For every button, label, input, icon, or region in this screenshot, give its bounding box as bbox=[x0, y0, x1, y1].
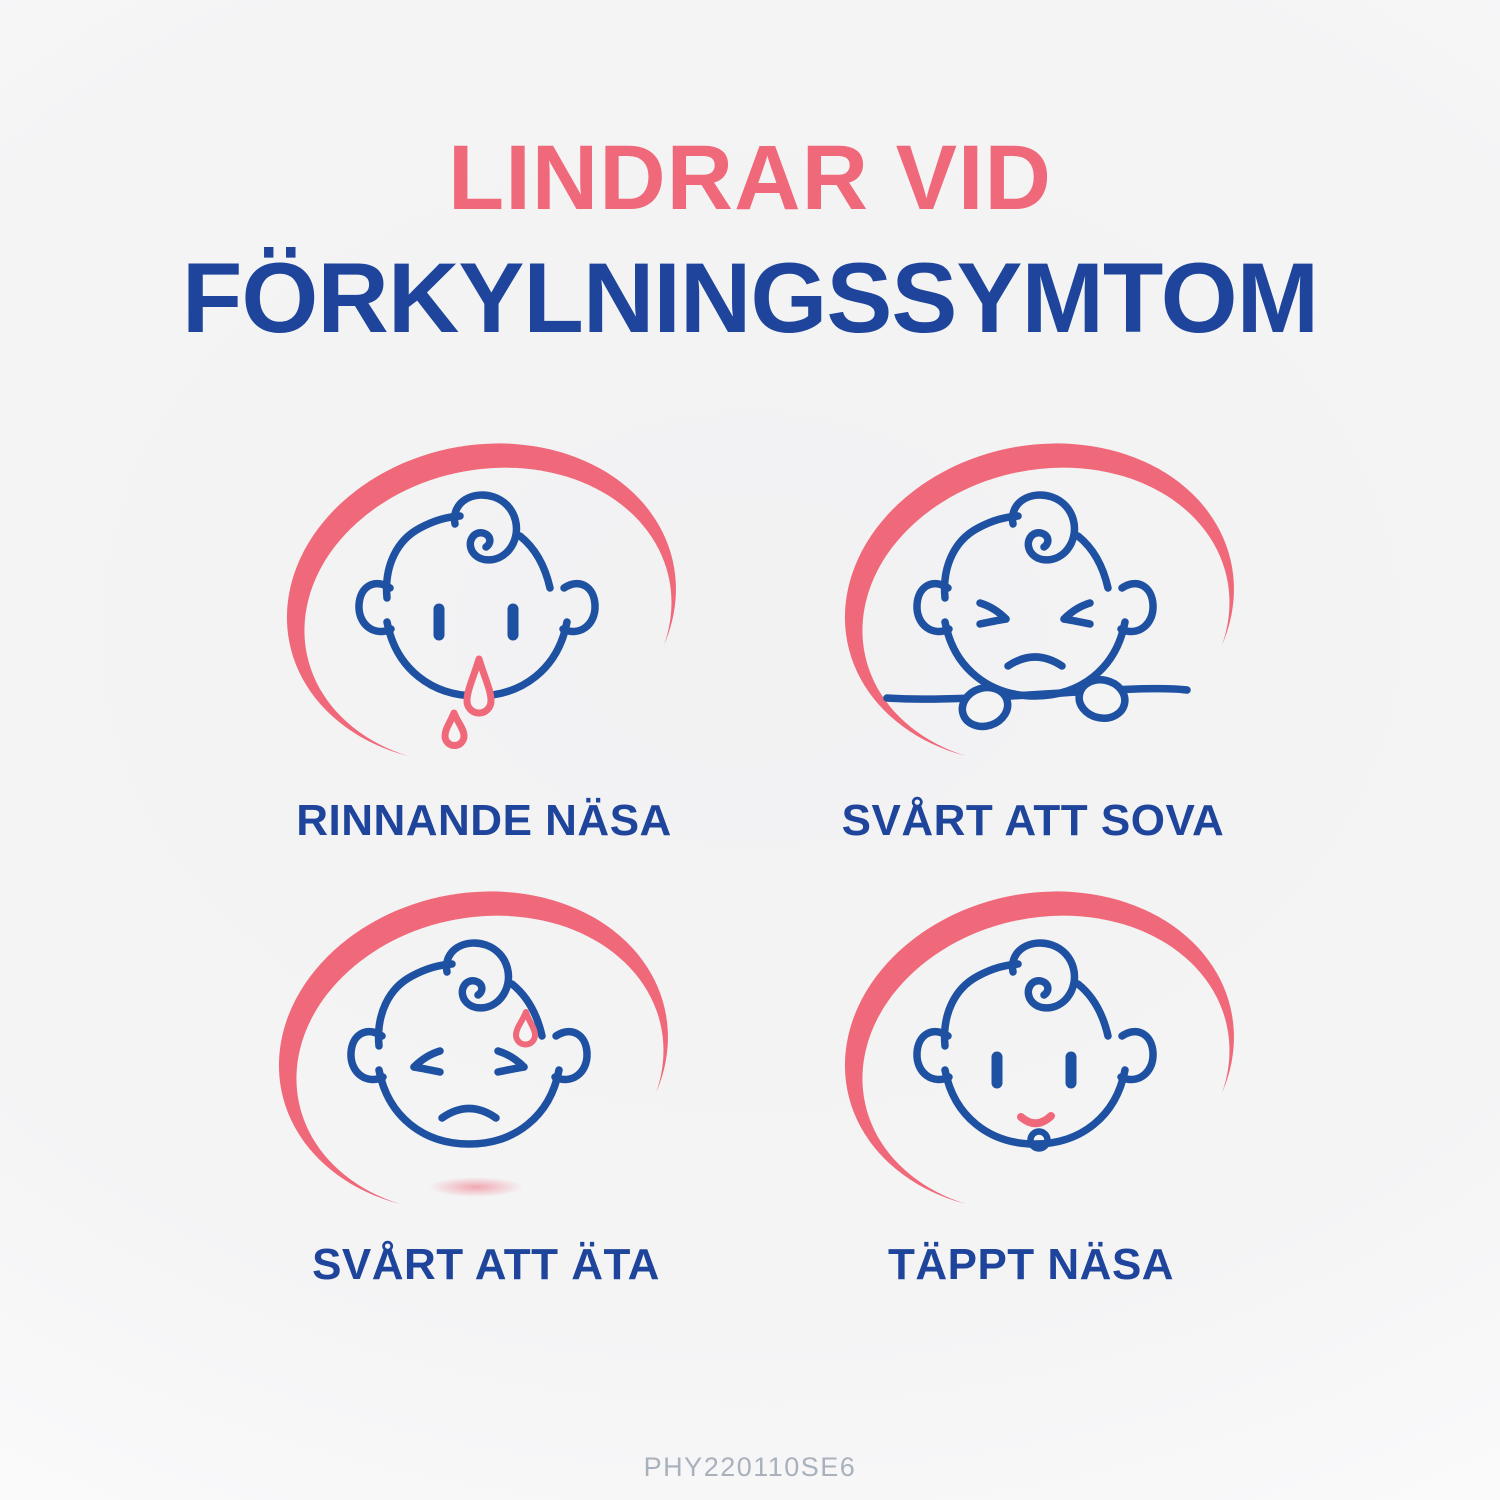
swoosh-ring bbox=[845, 891, 1234, 1204]
swoosh-ring bbox=[279, 891, 668, 1204]
right-fist bbox=[1076, 676, 1129, 723]
baby-runny-nose-icon bbox=[277, 438, 707, 768]
symptom-label-stuffy-nose: TÄPPT NÄSA bbox=[887, 1240, 1175, 1289]
o-mouth bbox=[1031, 1132, 1048, 1149]
baby-head bbox=[917, 495, 1153, 696]
scrunched-eyes bbox=[414, 1051, 524, 1072]
symptom-label-trouble-eating: SVÅRT ATT ÄTA bbox=[312, 1240, 660, 1289]
symptom-label-trouble-sleeping: SVÅRT ATT SOVA bbox=[841, 796, 1225, 845]
baby-trouble-eating-icon bbox=[269, 886, 699, 1216]
baby-head bbox=[917, 943, 1153, 1144]
open-eyes bbox=[439, 609, 513, 635]
title-line-2: FÖRKYLNINGSSYMTOM bbox=[181, 242, 1319, 353]
product-code: PHY220110SE6 bbox=[643, 1452, 857, 1482]
swoosh-ring bbox=[845, 443, 1234, 756]
scrunched-eyes bbox=[980, 603, 1090, 624]
blanket-edge bbox=[887, 689, 1187, 700]
baby-stuffy-nose-icon bbox=[835, 886, 1265, 1216]
frown-mouth bbox=[442, 1109, 496, 1119]
open-eyes bbox=[997, 1057, 1071, 1083]
baby-trouble-sleeping-icon bbox=[835, 438, 1265, 768]
frown-mouth bbox=[1008, 657, 1062, 666]
title-line-1: LINDRAR VID bbox=[448, 127, 1052, 229]
symptom-label-runny-nose: RINNANDE NÄSA bbox=[296, 796, 672, 845]
nose-drip-large bbox=[467, 659, 491, 713]
baby-head bbox=[351, 943, 587, 1144]
chin-shadow bbox=[429, 1177, 523, 1197]
nose-drip-small bbox=[445, 713, 464, 746]
coral-nose bbox=[1021, 1116, 1051, 1123]
